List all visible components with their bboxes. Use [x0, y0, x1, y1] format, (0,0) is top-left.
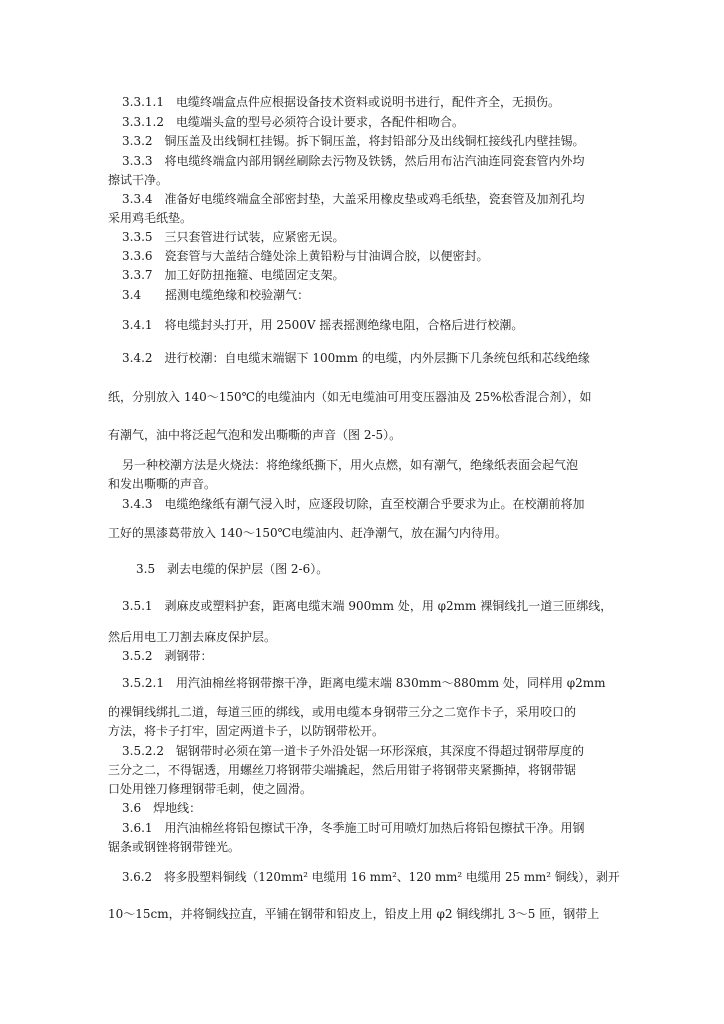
text-line: 3.5.2.2 锯钢带时必须在第一道卡子外沿处锯一环形深痕，其深度不得超过钢带厚度的 — [122, 744, 584, 758]
text-line: 3.3.1.2 电缆端头盒的型号必须符合设计要求，各配件相吻合。 — [122, 115, 464, 129]
text-line: 擦试干净。 — [108, 173, 169, 187]
text-line: 方法，将卡子打牢，固定两道卡子，以防钢带松开。 — [108, 724, 385, 738]
text-line: 10～15cm，并将铜线拉直，平铺在钢带和铅皮上，铅皮上用 φ2 铜线绑扎 3～5 匝，钢带上 — [108, 907, 600, 921]
section-heading: 3.5 剥去电缆的保护层（图 2-6）。 — [136, 562, 329, 576]
text-line: 3.5.2 剥钢带： — [122, 649, 213, 663]
text-line: 采用鸡毛纸垫。 — [108, 211, 193, 225]
text-line: 另一种校潮方法是火烧法：将绝缘纸撕下，用火点燃，如有潮气，绝缘纸表面会起气泡 — [122, 458, 579, 472]
section-heading: 3.6 焊地线： — [122, 801, 202, 815]
text-line: 三分之二，不得锯透，用螺丝刀将钢带尖端撬起，然后用钳子将钢带夹紧撕掉，将钢带锯 — [108, 763, 577, 777]
text-line: 3.4.1 将电缆封头打开，用 2500V 摇表摇测绝缘电阻，合格后进行校潮。 — [122, 318, 524, 332]
text-line: 口处用锉刀修理钢带毛刺，使之圆滑。 — [108, 782, 313, 796]
text-line: 然后用电工刀割去麻皮保护层。 — [108, 630, 277, 644]
text-line: 3.6.2 将多股塑料铜线（120mm² 电缆用 16 mm²、120 mm² 电缆用 25 mm² 铜线），剥开 — [122, 870, 620, 884]
text-line: 3.3.3 将电缆终端盒内部用钢丝刷除去污物及铁锈，然后用布沾汽油连同瓷套管内外均 — [122, 154, 585, 168]
text-line: 3.3.2 铜压盖及出线铜杠挂锡。拆下铜压盖，将封铅部分及出线铜杠接线孔内壁挂锡。 — [122, 134, 585, 148]
section-heading: 3.4 摇测电缆绝缘和校验潮气： — [122, 288, 310, 302]
text-line: 3.3.5 三只套管进行试装，应紧密无误。 — [122, 230, 345, 244]
text-line: 3.6.1 用汽油棉丝将铅包擦试干净，冬季施工时可用喷灯加热后将铅包擦拭干净。用钢 — [122, 821, 585, 835]
text-line: 锯条或钢锉将钢带锉光。 — [108, 840, 241, 854]
text-line: 3.5.1 剥麻皮或塑料护套，距离电缆末端 900mm 处，用 φ2mm 裸铜线扎一道三匝绑线， — [122, 599, 613, 613]
text-line: 3.3.7 加工好防扭拖箍、电缆固定支架。 — [122, 268, 345, 282]
text-line: 的裸铜线绑扎二道，每道三匝的绑线，或用电缆本身钢带三分之二宽作卡子，采用咬口的 — [108, 705, 577, 719]
text-line: 和发出嘶嘶的声音。 — [108, 477, 217, 491]
text-line: 3.3.6 瓷套管与大盖结合缝处涂上黄铅粉与甘油调合胶，以便密封。 — [122, 249, 489, 263]
text-line: 3.3.1.1 电缆终端盒点件应根据设备技术资料或说明书进行，配件齐全，无损伤。 — [122, 95, 560, 109]
text-line: 纸，分别放入 140～150℃的电缆油内（如无电缆油可用变压器油及 25%松香混合剂），如 — [108, 390, 592, 404]
text-line: 3.4.3 电缆绝缘纸有潮气浸入时，应逐段切除，直至校潮合乎要求为止。在校潮前将加 — [122, 497, 585, 511]
text-line: 3.5.2.1 用汽油棉丝将钢带擦干净，距离电缆末端 830mm～880mm 处，同样用 φ2mm — [122, 676, 606, 690]
text-line: 3.3.4 准备好电缆终端盒全部密封垫，大盖采用橡皮垫或鸡毛纸垫，瓷套管及加剂孔均 — [122, 192, 585, 206]
text-line: 3.4.2 进行校潮：自电缆末端锯下 100mm 的电缆，内外层撕下几条统包纸和芯线绝缘 — [122, 351, 590, 365]
text-line: 有潮气，油中将泛起气泡和发出嘶嘶的声音（图 2-5）。 — [108, 428, 402, 442]
text-line: 工好的黑漆葛带放入 140～150℃电缆油内、赶净潮气，放在漏勺内待用。 — [108, 526, 508, 540]
